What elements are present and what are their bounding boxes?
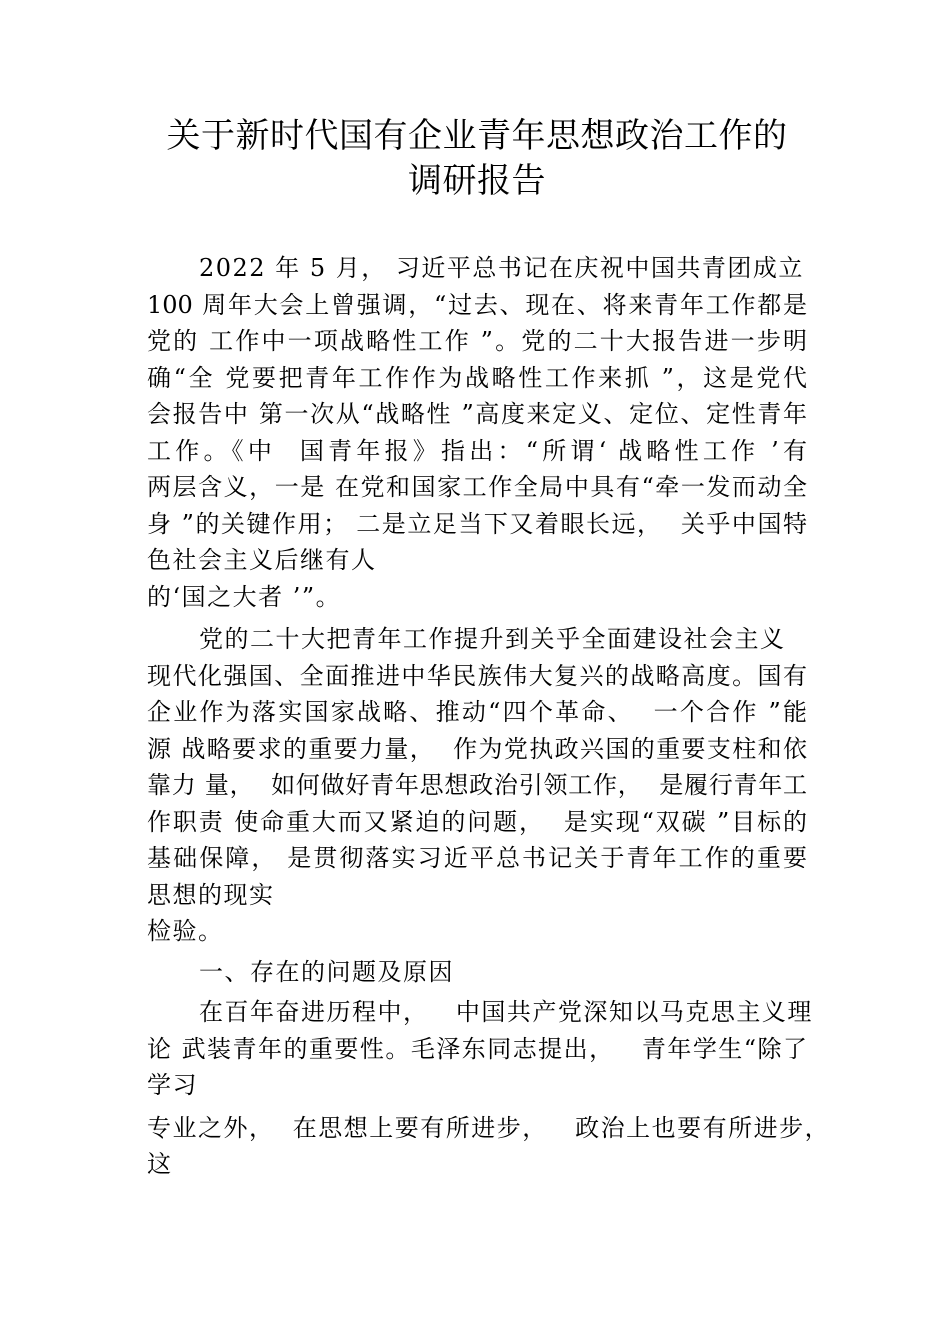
document-title <box>120 114 834 204</box>
paragraph-line: 企业作为落实国家战略、推动“四个革命、 一个合作 ”能 <box>147 698 807 726</box>
document-body <box>147 250 831 1183</box>
paragraph-line: 确“全 党要把青年工作作为战略性工作来抓 ”，这是党代 <box>147 363 807 392</box>
paragraph-line: 党的 工作中一项战略性工作 ”。党的二十大报告进一步明 <box>147 327 807 355</box>
paragraph-line: 身 ”的关键作用； 二是立足当下又着眼长远， 关乎中国特 <box>147 509 807 538</box>
paragraph-line: 专业之外， 在思想上要有所进步， 政治上也要有所进步， <box>147 1113 831 1142</box>
paragraph-line: 会报告中 第一次从“战略性 ”高度来定义、定位、定性青年 <box>147 400 807 428</box>
paragraph-3 <box>147 994 831 1183</box>
paragraph-line: 作职责 使命重大而又紧迫的问题， 是实现“双碳 ”目标的 <box>147 807 807 836</box>
paragraph-line: 的‘国之大者 ’”。 <box>147 582 342 611</box>
paragraph-line: 两层含义，一是 在党和国家工作全局中具有“牵一发而动全 <box>147 473 807 501</box>
paragraph-line: 思想的现实 <box>147 880 275 909</box>
paragraph-2 <box>147 621 807 950</box>
paragraph-line: 基础保障， 是贯彻落实习近平总书记关于青年工作的重要 <box>147 844 807 872</box>
title-line-2: 调研报告 <box>408 161 546 201</box>
paragraph-line: 100 周年大会上曾强调，“过去、现在、将来青年工作都是 <box>147 290 807 319</box>
paragraph-line: 2022 年 5 月， 习近平总书记在庆祝中国共青团成立 <box>199 254 804 282</box>
paragraph-line: 色社会主义后继有人 <box>147 546 377 574</box>
paragraph-line: 检验。 <box>147 917 224 945</box>
paragraph-line: 党的二十大把青年工作提升到关乎全面建设社会主义 <box>199 625 786 653</box>
paragraph-line: 源 战略要求的重要力量， 作为党执政兴国的重要支柱和依 <box>147 734 807 763</box>
paragraph-line: 论 武装青年的重要性。毛泽东同志提出， 青年学生“除了 <box>147 1034 807 1063</box>
paragraph-line: 这 <box>147 1150 173 1178</box>
paragraph-line: 靠力 量， 如何做好青年思想政治引领工作， 是履行青年工 <box>147 771 807 799</box>
title-line-1: 关于新时代国有企业青年思想政治工作的 <box>166 116 788 156</box>
paragraph-line: 学习 <box>147 1071 198 1099</box>
paragraph-line: 工作。《中 国青年报》指出：“所谓‘ 战略性工作 ’有 <box>147 436 807 465</box>
paragraph-line: 现代化强国、全面推进中华民族伟大复兴的战略高度。国有 <box>147 661 807 690</box>
paragraph-1 <box>147 250 807 615</box>
section-heading: 一、存在的问题及原因 <box>199 957 454 986</box>
paragraph-line: 在百年奋进历程中， 中国共产党深知以马克思主义理 <box>199 998 813 1026</box>
